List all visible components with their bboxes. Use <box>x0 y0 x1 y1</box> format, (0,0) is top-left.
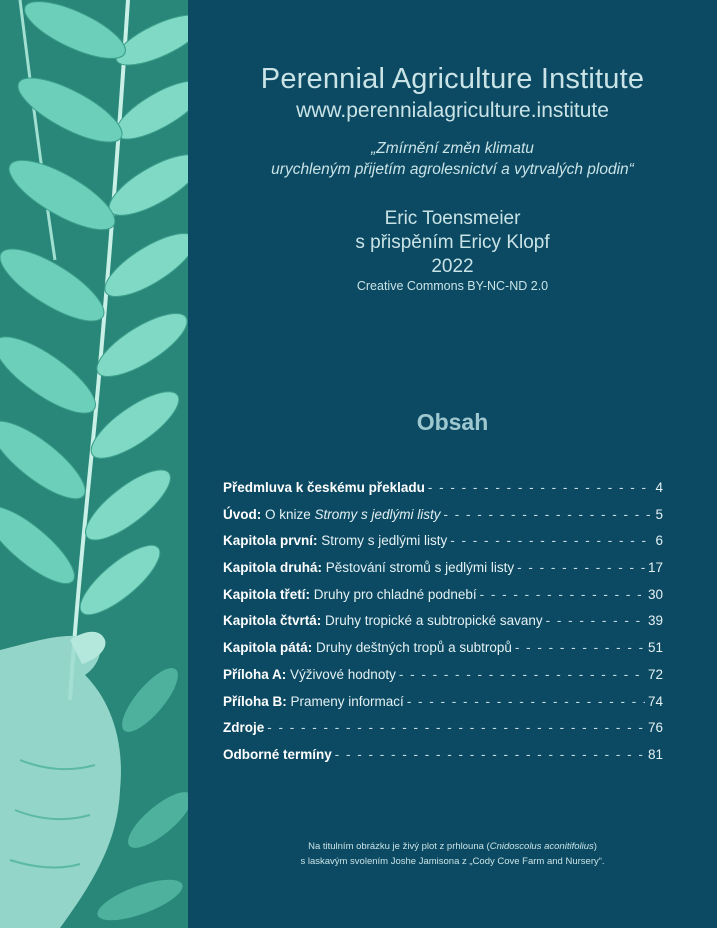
toc-entry-title: Zdroje <box>223 720 265 736</box>
toc-entry-subtitle: Druhy pro chladné podnebí <box>310 586 477 602</box>
toc-entry-subtitle: Druhy deštných tropů a subtropů <box>312 640 512 656</box>
book-subtitle <box>188 138 717 180</box>
toc-page-number: 39 <box>647 613 663 629</box>
toc-entry-title: Kapitola pátá: <box>223 640 313 656</box>
toc-entry[interactable] <box>223 587 663 614</box>
toc-entry-italic: Stromy s jedlými listy <box>314 506 441 522</box>
credit-line-2: s laskavým svolením Joshe Jamisona z „Cody Cove Farm and Nursery“. <box>300 856 605 867</box>
toc-entry[interactable] <box>223 533 663 560</box>
toc-leader-dashes <box>407 694 645 709</box>
contributor: s přispěním Ericy Klopf <box>355 232 550 253</box>
subtitle-line-1: „Zmírnění změn klimatu <box>371 140 534 157</box>
toc-page-number: 6 <box>655 533 663 549</box>
toc-leader-dashes <box>267 720 645 735</box>
toc-page-number: 17 <box>647 560 663 576</box>
toc-entry-title: Kapitola první: <box>223 533 318 549</box>
toc-leader-dashes <box>480 587 645 602</box>
toc-entry-label <box>223 507 441 522</box>
toc-page-number: 51 <box>647 640 663 656</box>
toc-entry[interactable] <box>223 480 663 507</box>
subtitle-line-2: urychleným přijetím agrolesnictví a vytrvalých plodin“ <box>271 161 634 178</box>
toc-leader-dashes <box>517 560 645 575</box>
toc-entry-title: Úvod: <box>223 506 262 522</box>
toc-leader-dashes <box>428 480 653 495</box>
toc-entry[interactable] <box>223 507 663 534</box>
toc-entry[interactable] <box>223 747 663 774</box>
toc-page-number: 76 <box>647 720 663 736</box>
toc-entry[interactable] <box>223 694 663 721</box>
toc-page-number: 5 <box>655 506 663 522</box>
toc-entry[interactable] <box>223 613 663 640</box>
toc-entry-label <box>223 667 396 682</box>
toc-entry-label <box>223 613 543 628</box>
toc-entry-title: Kapitola druhá: <box>223 560 323 576</box>
table-of-contents <box>223 480 663 774</box>
toc-heading: Obsah <box>416 409 489 435</box>
cover-content <box>188 0 717 928</box>
toc-page-number: 72 <box>647 666 663 682</box>
toc-page-number: 4 <box>655 480 663 495</box>
toc-leader-dashes <box>515 640 645 655</box>
toc-entry[interactable] <box>223 667 663 694</box>
credit-text-end: ) <box>593 841 597 852</box>
toc-entry-subtitle: Výživové hodnoty <box>286 666 396 682</box>
toc-leader-dashes <box>450 533 652 548</box>
toc-page-number: 30 <box>647 586 663 602</box>
toc-leader-dashes <box>335 747 645 762</box>
toc-entry-subtitle: Druhy tropické a subtropické savany <box>321 613 543 629</box>
cover-photo-credit <box>188 839 717 869</box>
toc-entry-title: Kapitola třetí: <box>223 586 311 602</box>
toc-entry-subtitle: O knize <box>261 506 315 522</box>
toc-entry-title: Příloha B: <box>223 693 287 709</box>
toc-entry[interactable] <box>223 560 663 587</box>
toc-entry-title: Příloha A: <box>223 666 287 682</box>
institute-name: Perennial Agriculture Institute <box>260 63 645 95</box>
toc-entry-subtitle: Stromy s jedlými listy <box>317 533 448 549</box>
toc-entry-label <box>223 480 425 495</box>
cover-photo-leaves <box>0 0 188 928</box>
toc-entry-title: Odborné termíny <box>223 746 332 762</box>
toc-entry-label <box>223 587 477 602</box>
toc-entry-label <box>223 640 512 655</box>
credit-line-1 <box>188 839 717 854</box>
toc-entry-label <box>223 533 447 548</box>
toc-entry-label <box>223 560 514 575</box>
toc-leader-dashes <box>546 613 645 628</box>
toc-entry[interactable] <box>223 720 663 747</box>
toc-entry-label <box>223 720 264 735</box>
toc-entry-title: Předmluva k českému překladu <box>223 480 425 495</box>
toc-entry-subtitle: Prameny informací <box>286 693 404 709</box>
credit-text: Na titulním obrázku je živý plot z prhlouna ( <box>308 841 490 852</box>
license-text: Creative Commons BY-NC-ND 2.0 <box>356 279 549 293</box>
institute-url[interactable]: www.perennialagriculture.institute <box>296 99 609 122</box>
toc-entry-label <box>223 747 332 762</box>
toc-entry-label <box>223 694 404 709</box>
toc-entry-subtitle: Pěstování stromů s jedlými listy <box>322 560 515 576</box>
toc-entry[interactable] <box>223 640 663 667</box>
toc-leader-dashes <box>444 507 653 522</box>
author-name: Eric Toensmeier <box>384 208 521 229</box>
toc-page-number: 81 <box>647 746 663 762</box>
toc-leader-dashes <box>399 667 645 682</box>
credit-species: Cnidoscolus aconitifolius <box>489 841 594 852</box>
toc-page-number: 74 <box>647 693 663 709</box>
author-block <box>188 207 717 279</box>
toc-entry-title: Kapitola čtvrtá: <box>223 613 322 629</box>
publication-year: 2022 <box>431 256 474 277</box>
